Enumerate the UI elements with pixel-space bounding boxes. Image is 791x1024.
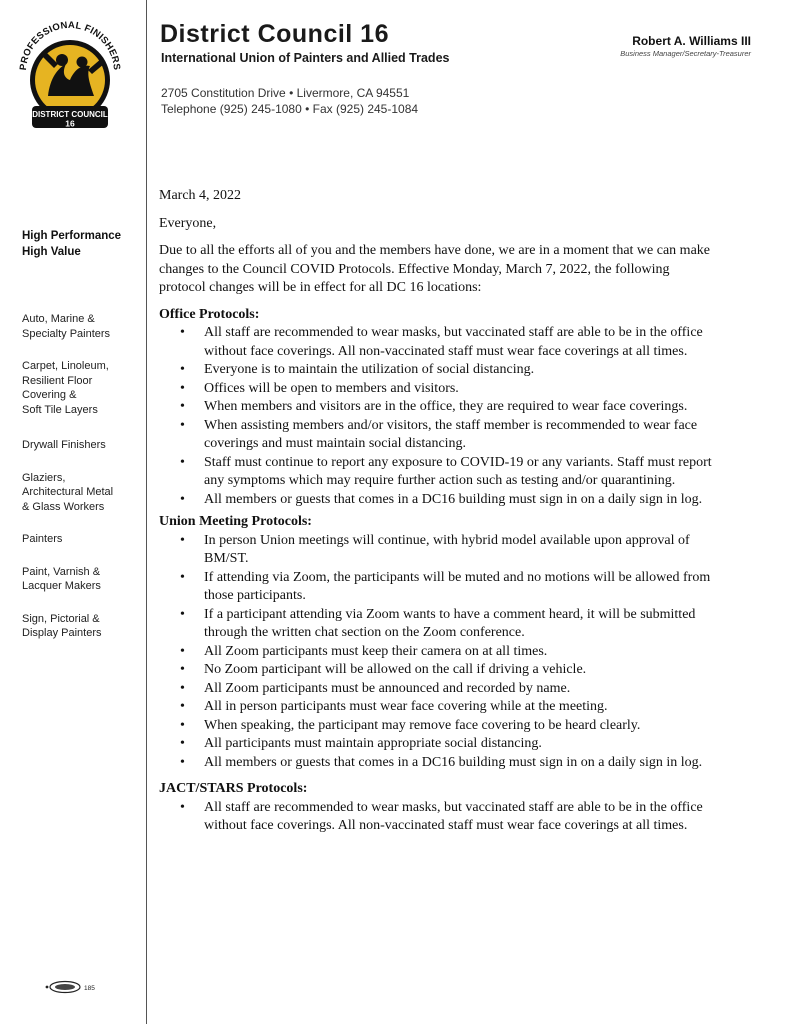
letterhead-subtitle: International Union of Painters and Allied Trades [161, 51, 450, 65]
union-bug-icon [44, 980, 98, 994]
trade-item-line: Sign, Pictorial & [22, 612, 100, 625]
trade-item-line: Drywall Finishers [22, 439, 106, 451]
trade-item-line: Soft Tile Layers [22, 403, 98, 416]
letterhead-address [161, 85, 418, 117]
manager-block [620, 34, 751, 58]
list-item: • All members or guests that comes in a DC16 building must sign in on a daily sign in log. [159, 754, 719, 773]
protocol-sections [159, 306, 719, 836]
tagline-line-2: High Value [22, 246, 81, 258]
trade-item [22, 532, 144, 547]
trade-item-line: Painters [22, 533, 63, 545]
list-item: • All staff are recommended to wear masks, but vaccinated staff are able to be in the office without face coverings. All non-vaccinated staff must wear face coverings at all times. [159, 799, 719, 836]
letterhead-title: District Council 16 [160, 20, 389, 48]
letter-date: March 4, 2022 [159, 188, 242, 203]
list-item: • All Zoom participants must be announced and recorded by name. [159, 680, 719, 699]
trade-item-line: Specialty Painters [22, 327, 111, 340]
list-item: • In person Union meetings will continue, with hybrid model available upon approval of BM/ST. [159, 532, 719, 569]
section-heading: Union Meeting Protocols: [159, 514, 312, 529]
letter-intro: Due to all the efforts all of you and the members have done, we are in a moment that we can make changes to the Council COVID Protocols. Effective Monday, March 7, 2022, the following protocol changes will be in effect for all DC 16 locations: [159, 243, 710, 295]
list-item: • When assisting members and/or visitors, the staff member is recommended to wear face coverings and must maintain social distancing. [159, 417, 719, 454]
trade-item [22, 565, 144, 594]
logo-band-text: DISTRICT COUNCIL [32, 110, 108, 119]
trade-item-line: Covering & [22, 389, 77, 401]
trade-item-line: Display Painters [22, 627, 102, 639]
trade-item-line: Lacquer Makers [22, 580, 101, 592]
tagline-line-1: High Performance [22, 230, 122, 242]
list-item: • No Zoom participant will be allowed on the call if driving a vehicle. [159, 661, 719, 680]
list-item: • When members and visitors are in the office, they are required to wear face coverings. [159, 398, 719, 417]
logo-arc-text: PROFESSIONAL FINISHERS [18, 19, 122, 71]
section-list [159, 532, 719, 773]
trade-item-line: Auto, Marine & [22, 313, 95, 325]
list-item: • All Zoom participants must keep their camera on at all times. [159, 643, 719, 662]
list-item: • When speaking, the participant may remove face covering to be heard clearly. [159, 717, 719, 736]
trade-item-line: Glaziers, [22, 471, 66, 484]
address-line: 2705 Constitution Drive • Livermore, CA 94551 [161, 86, 410, 100]
section-heading: JACT/STARS Protocols: [159, 781, 308, 796]
trade-item-line: Resilient Floor [22, 374, 93, 387]
section-heading: Office Protocols: [159, 306, 260, 322]
sidebar-divider [146, 0, 147, 1024]
list-item: • Everyone is to maintain the utilization of social distancing. [159, 361, 719, 380]
list-item: • Staff must continue to report any exposure to COVID-19 or any variants. Staff must report any symptoms which may require further action such as testing and/or quarantining. [159, 454, 719, 491]
list-item: • If attending via Zoom, the participants will be muted and no motions will be allowed from those participants. [159, 569, 719, 606]
letter-salutation: Everyone, [159, 215, 217, 231]
trade-item-line: & Glass Workers [22, 500, 105, 513]
section-list [159, 799, 719, 836]
trade-item [22, 438, 144, 453]
tagline [22, 228, 121, 260]
trade-item-line: Paint, Varnish & [22, 565, 101, 578]
trade-item [22, 612, 144, 641]
sidebar [0, 0, 146, 1024]
list-item: • All participants must maintain appropriate social distancing. [159, 735, 719, 754]
trade-item-line: Architectural Metal [22, 486, 114, 498]
list-item: • If a participant attending via Zoom wants to have a comment heard, it will be submitted through the written chat section on the Zoom conference. [159, 606, 719, 643]
trade-item [22, 312, 144, 341]
list-item: • All staff are recommended to wear masks, but vaccinated staff are able to be in the office without face coverings. All non-vaccinated staff must wear face coverings at all times. [159, 324, 719, 361]
manager-title: Business Manager/Secretary-Treasurer [620, 49, 751, 58]
trades-list [22, 312, 144, 659]
list-item: • All members or guests that comes in a DC16 building must sign in on a daily sign in log. [159, 491, 719, 510]
trade-item-line: Carpet, Linoleum, [22, 360, 109, 372]
list-item: • Offices will be open to members and visitors. [159, 380, 719, 399]
trade-item [22, 471, 144, 515]
logo-number: 16 [65, 118, 75, 129]
manager-name: Robert A. Williams III [632, 34, 751, 48]
district-council-16-logo [18, 18, 122, 140]
phone-line: Telephone (925) 245-1080 • Fax (925) 245-1084 [161, 102, 419, 116]
trade-item [22, 359, 144, 417]
union-bug-number: 185 [84, 985, 95, 992]
list-item: • All in person participants must wear face covering while at the meeting. [159, 698, 719, 717]
letter-body [159, 187, 719, 840]
section-list [159, 324, 719, 509]
